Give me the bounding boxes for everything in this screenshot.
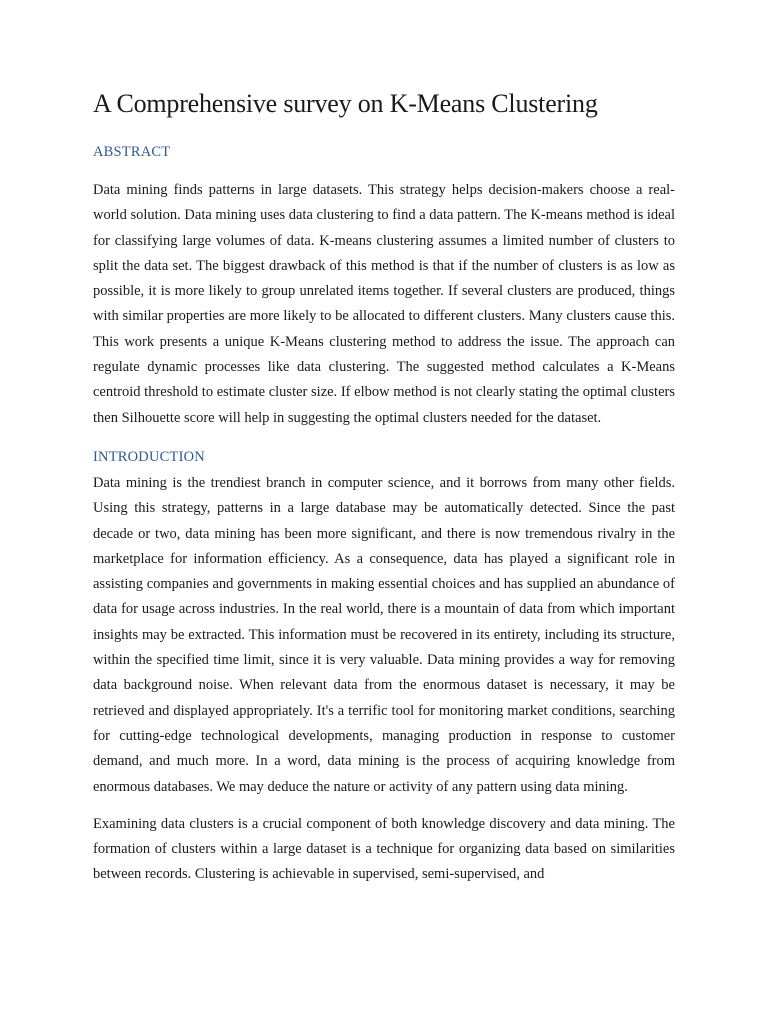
paper-title: A Comprehensive survey on K-Means Clustering: [93, 89, 598, 118]
abstract-heading: ABSTRACT: [93, 144, 171, 160]
introduction-paragraph-2: Examining data clusters is a crucial component of both knowledge discovery and data mining. The formation of clusters within a large dataset is a technique for organizing data based on similarities between records. Clustering is achievable in supervised, semi-supervised, and: [93, 815, 675, 883]
introduction-paragraph-1: Data mining is the trendiest branch in computer science, and it borrows from many other fields. Using this strategy, patterns in a large database may be automatically detected. Since the past decade or two, data mining has been more significant, and there is now tremendous rivalry in the marketplace for information efficiency. As a consequence, data has played a significant role in assisting companies and governments in making essential choices and has supplied an abundance of data for usage across industries. In the real world, there is a mountain of data from which important insights may be extracted. This information must be recovered in its entirety, including its structure, within the specified time limit, since it is very valuable. Data mining provides a way for removing data background noise. When relevant data from the enormous dataset is necessary, it may be retrieved and displayed appropriately. It's a terrific tool for monitoring market conditions, searching for cutting-edge technological developments, managing production in response to customer demand, and much more. In a word, data mining is the process of acquiring knowledge from enormous databases. We may deduce the nature or activity of any pattern using data mining.: [93, 474, 675, 795]
abstract-paragraph: Data mining finds patterns in large datasets. This strategy helps decision-makers choose a real-world solution. Data mining uses data clustering to find a data pattern. The K-means method is ideal for classifying large volumes of data. K-means clustering assumes a limited number of clusters to split the data set. The biggest drawback of this method is that if the number of clusters is as low as possible, it is more likely to group unrelated items together. If several clusters are produced, things with similar properties are more likely to be allocated to different clusters. Many clusters cause this. This work presents a unique K-Means clustering method to address the issue. The approach can regulate dynamic processes like data clustering. The suggested method calculates a K-Means centroid threshold to estimate cluster size. If elbow method is not clearly stating the optimal clusters then Silhouette score will help in suggesting the optimal clusters needed for the dataset.: [93, 182, 676, 426]
introduction-heading: INTRODUCTION: [93, 448, 205, 465]
document-body: [93, 84, 675, 888]
